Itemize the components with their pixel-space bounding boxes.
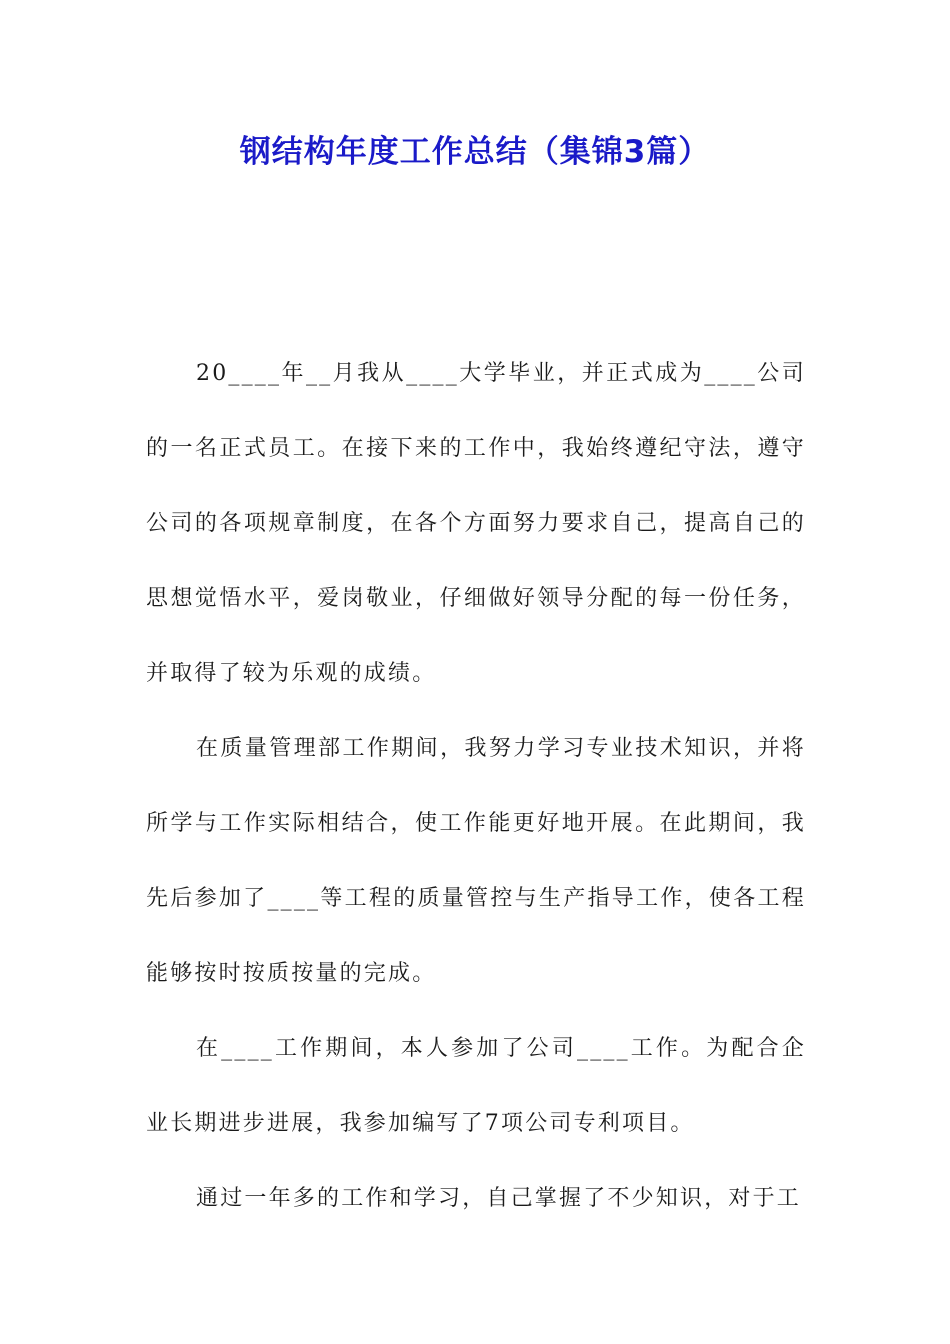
paragraph-1: 20____年__月我从____大学毕业，并正式成为____公司的一名正式员工。在接下来的工作中，我始终遵纪守法，遵守公司的各项规章制度，在各个方面努力要求自己，提高自己的思想觉悟水平，爱岗敬业，仔细做好领导分配的每一份任务，并取得了较为乐观的成绩。 xyxy=(146,361,806,686)
paragraph-4: 通过一年多的工作和学习，自己掌握了不少知识，对于工 xyxy=(196,1186,802,1211)
document-title: 钢结构年度工作总结（集锦3篇） xyxy=(239,134,711,170)
paragraph-2: 在质量管理部工作期间，我努力学习专业技术知识，并将所学与工作实际相结合，使工作能更好地开展。在此期间，我先后参加了____等工程的质量管控与生产指导工作，使各工程能够按时按质按量的完成。 xyxy=(146,736,806,986)
document-body xyxy=(146,336,806,1236)
paragraph-3: 在____工作期间，本人参加了公司____工作。为配合企业长期进步进展，我参加编写了7项公司专利项目。 xyxy=(146,1036,806,1136)
